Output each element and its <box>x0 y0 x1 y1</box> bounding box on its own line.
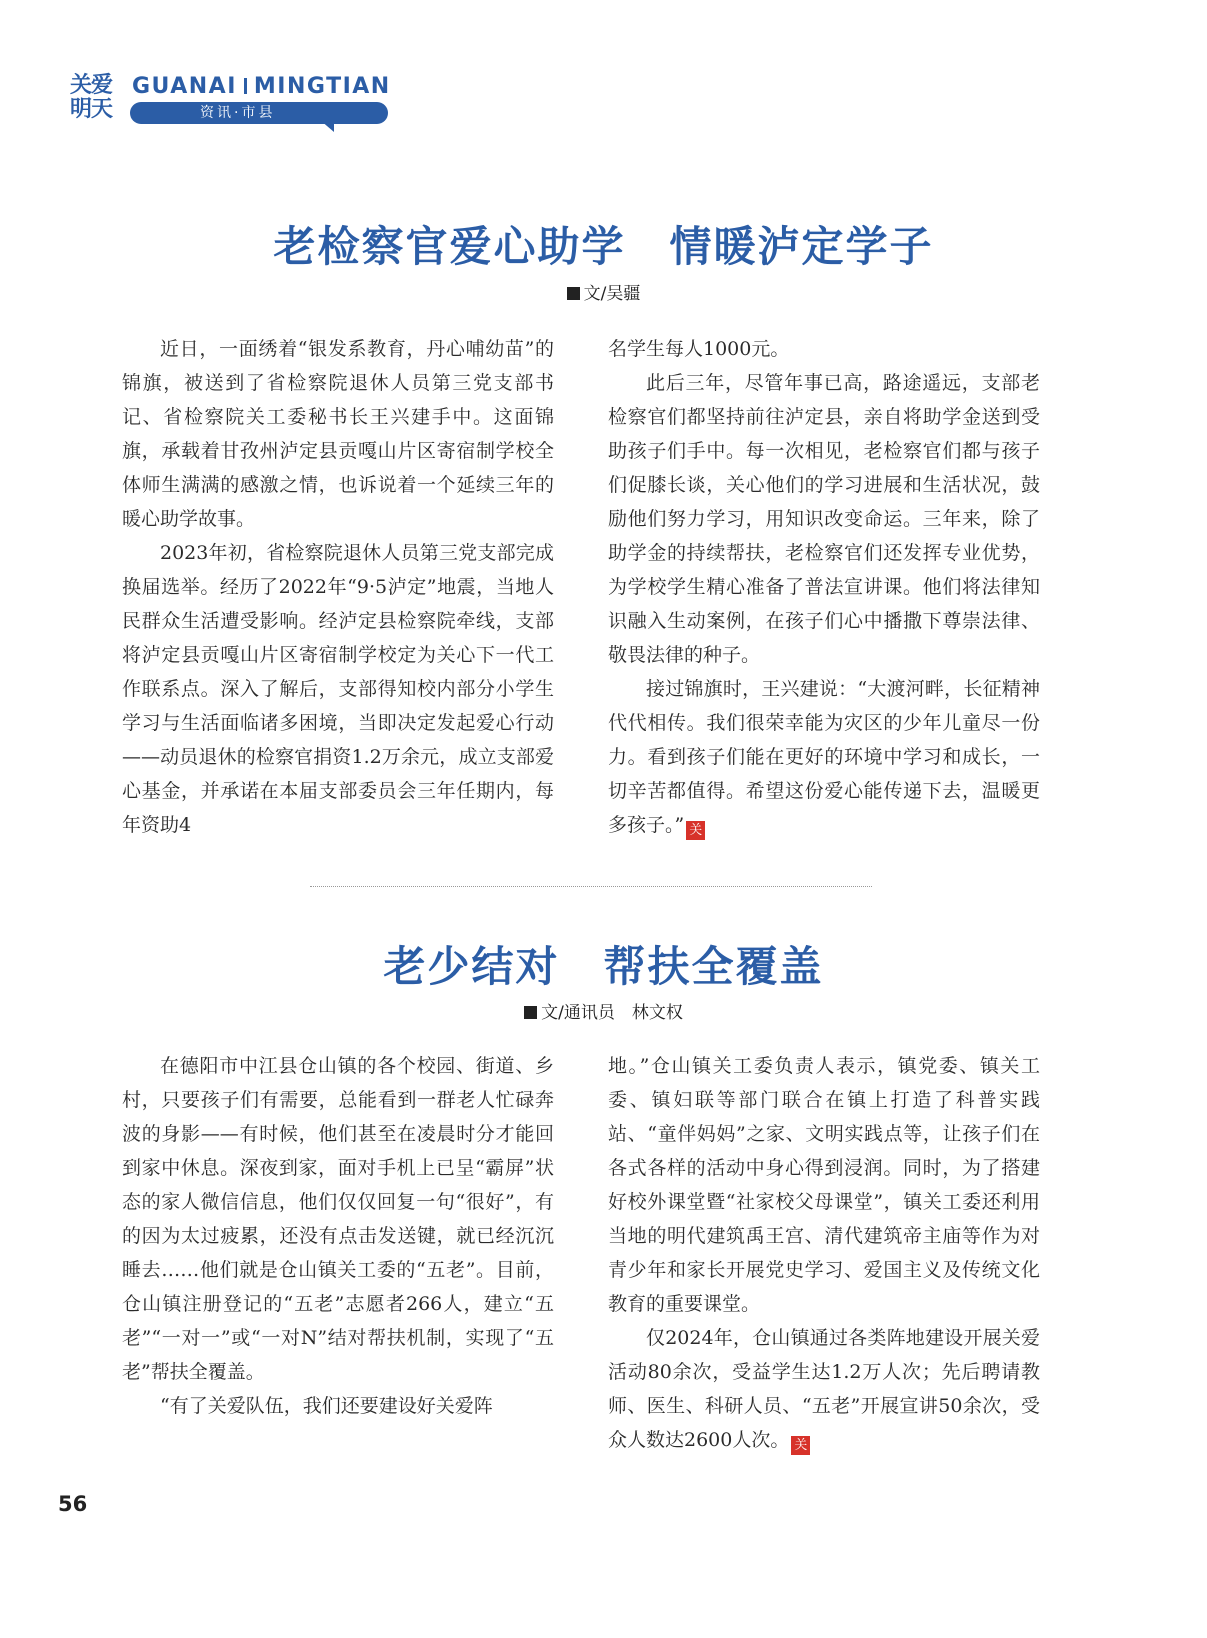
logo <box>70 74 120 122</box>
article1-author: 文/吴疆 <box>583 284 641 304</box>
section-label-tail <box>320 120 334 132</box>
article2-byline <box>0 998 1207 1023</box>
logo-line1: 关爱 <box>70 73 113 98</box>
brand-word2: MINGTIAN <box>253 74 391 99</box>
end-mark-icon: 关 <box>791 1436 810 1455</box>
logo-line2: 明天 <box>70 97 113 122</box>
paragraph: 名学生每人1000元。 <box>608 338 790 360</box>
article2-left-column <box>122 1049 554 1423</box>
paragraph: 近日，一面绣着“银发系教育，丹心哺幼苗”的锦旗，被送到了省检察院退休人员第三党支部书记、省检察院关工委秘书长王兴建手中。这面锦旗，承载着甘孜州泸定县贡嘎山片区寄宿制学校全体师生满满的感激之情，也诉说着一个延续三年的暖心助学故事。 <box>122 338 554 530</box>
article1-title: 老检察官爱心助学 情暖泸定学子 <box>273 222 934 271</box>
byline-square-icon <box>567 287 580 300</box>
brand-separator <box>244 78 247 94</box>
article2-title: 老少结对 帮扶全覆盖 <box>383 942 824 991</box>
paragraph: “有了关爱队伍，我们还要建设好关爱阵 <box>160 1395 493 1417</box>
page-number: 56 <box>58 1492 88 1516</box>
masthead <box>70 70 390 132</box>
paragraph-text: 仅2024年，仓山镇通过各类阵地建设开展关爱活动80余次，受益学生达1.2万人次；先后聘请教师、医生、科研人员、“五老”开展宣讲50余次，受众人数达2600人次。 <box>608 1327 1040 1451</box>
paragraph: 此后三年，尽管年事已高，路途遥远，支部老检察官们都坚持前往泸定县，亲自将助学金送到受助孩子们手中。每一次相见，老检察官们都与孩子们促膝长谈，关心他们的学习进展和生活状况，鼓励他们努力学习，用知识改变命运。三年来，除了助学金的持续帮扶，老检察官们还发挥专业优势，为学校学生精心准备了普法宣讲课。他们将法律知识融入生动案例，在孩子们心中播撒下尊崇法律、敬畏法律的种子。 <box>608 372 1040 666</box>
end-mark-icon: 关 <box>686 821 705 840</box>
article-divider <box>310 886 872 887</box>
paragraph <box>608 1321 1040 1457</box>
paragraph-text: 接过锦旗时，王兴建说：“大渡河畔，长征精神代代相传。我们很荣幸能为灾区的少年儿童尽一份力。看到孩子们能在更好的环境中学习和成长，一切辛苦都值得。希望这份爱心能传递下去，温暖更多孩子。” <box>608 678 1040 836</box>
article1-byline <box>0 279 1207 304</box>
paragraph <box>608 672 1040 842</box>
article2-right-column <box>608 1049 1040 1457</box>
article1-right-column <box>608 332 1040 842</box>
article2-author: 文/通讯员 林文权 <box>541 1003 683 1023</box>
paragraph: 2023年初，省检察院退休人员第三党支部完成换届选举。经历了2022年“9·5泸定”地震，当地人民群众生活遭受影响。经泸定县检察院牵线，支部将泸定县贡嘎山片区寄宿制学校定为关心下一代工作联系点。深入了解后，支部得知校内部分小学生学习与生活面临诸多困境，当即决定发起爱心行动——动员退休的检察官捐资1.2万余元，成立支部爱心基金，并承诺在本届支部委员会三年任期内，每年资助4 <box>122 542 554 836</box>
brand-name <box>132 74 391 99</box>
article1-left-column <box>122 332 554 842</box>
section-label: 资讯·市县 <box>130 102 388 124</box>
brand-word1: GUANAI <box>132 74 237 99</box>
paragraph: 地。”仓山镇关工委负责人表示，镇党委、镇关工委、镇妇联等部门联合在镇上打造了科普实践站、“童伴妈妈”之家、文明实践点等，让孩子们在各式各样的活动中身心得到浸润。同时，为了搭建好校外课堂暨“社家校父母课堂”，镇关工委还利用当地的明代建筑禹王宫、清代建筑帝主庙等作为对青少年和家长开展党史学习、爱国主义及传统文化教育的重要课堂。 <box>608 1055 1040 1315</box>
byline-square-icon <box>524 1006 537 1019</box>
paragraph: 在德阳市中江县仓山镇的各个校园、街道、乡村，只要孩子们有需要，总能看到一群老人忙碌奔波的身影——有时候，他们甚至在凌晨时分才能回到家中休息。深夜到家，面对手机上已呈“霸屏”状态的家人微信信息，他们仅仅回复一句“很好”，有的因为太过疲累，还没有点击发送键，就已经沉沉睡去……他们就是仓山镇关工委的“五老”。目前，仓山镇注册登记的“五老”志愿者266人，建立“五老”“一对一”或“一对N”结对帮扶机制，实现了“五老”帮扶全覆盖。 <box>122 1055 554 1383</box>
